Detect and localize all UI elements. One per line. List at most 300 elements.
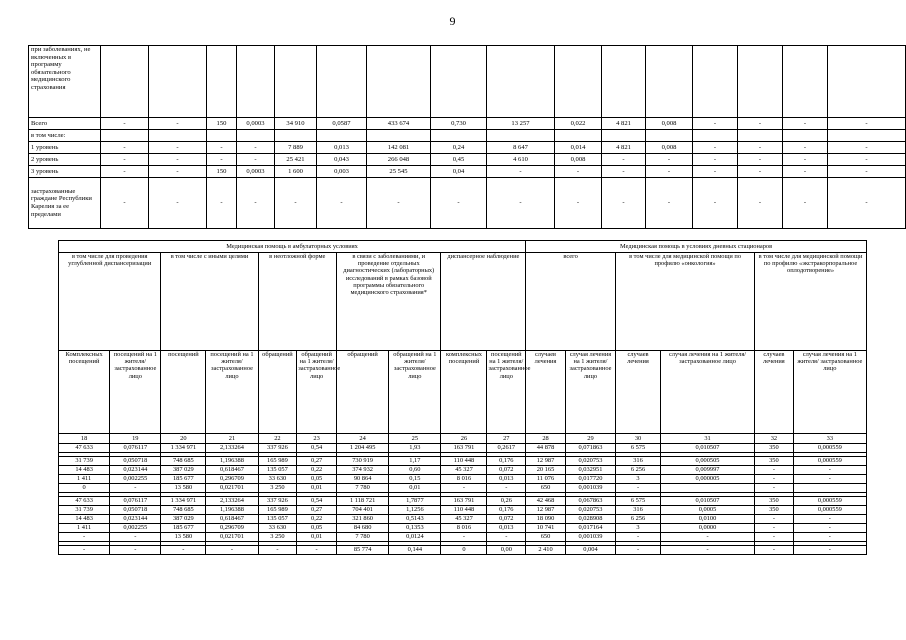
table-cell: -: [59, 533, 110, 542]
table-cell: -: [101, 118, 149, 130]
table-cell: 0,60: [389, 466, 441, 475]
table-cell: [828, 130, 906, 142]
table-cell: 13 580: [161, 533, 206, 542]
table-cell: 0,017720: [565, 475, 615, 484]
table-cell: 45 327: [441, 466, 487, 475]
table-cell: 0,22: [297, 466, 337, 475]
table-cell: 0: [441, 546, 487, 555]
table-cell: 350: [755, 506, 794, 515]
table-cell: [207, 130, 237, 142]
table-cell: 0,01: [389, 484, 441, 493]
table-cell: -: [693, 154, 738, 166]
table-cell: -: [828, 178, 906, 229]
table-cell: 0,020753: [565, 457, 615, 466]
table-cell: 0,176: [487, 506, 526, 515]
table-cell: [317, 130, 367, 142]
table-cell: 6 256: [616, 515, 661, 524]
table-cell: 350: [755, 444, 794, 453]
table-cell: 0,27: [297, 457, 337, 466]
subgroup-header-urgent-form: в неотложной форме: [258, 253, 336, 351]
table-cell: 14 483: [59, 515, 110, 524]
upper-table-row: [29, 118, 906, 130]
table-cell: [793, 484, 866, 493]
table-cell: -: [755, 484, 794, 493]
upper-table-row: [29, 142, 906, 154]
table-cell: 0,0000: [660, 524, 754, 533]
table-cell: 4 610: [487, 154, 555, 166]
table-cell: 34 910: [275, 118, 317, 130]
column-header: обращений на 1 жителя/ застрахованное лицо: [297, 351, 337, 434]
column-number: 20: [161, 434, 206, 444]
table-cell: -: [755, 466, 794, 475]
table-cell: -: [693, 118, 738, 130]
table-cell: 0,004: [565, 546, 615, 555]
column-number: 27: [487, 434, 526, 444]
table-row: [59, 444, 867, 453]
column-number: 21: [206, 434, 258, 444]
table-cell: 0,04: [431, 166, 487, 178]
table-cell: [555, 46, 602, 118]
table-cell: 0,000559: [793, 444, 866, 453]
table-cell: [237, 46, 275, 118]
table-cell: 0,0005: [660, 506, 754, 515]
table-cell: 0,050718: [110, 506, 161, 515]
column-number-row: [59, 434, 867, 444]
column-header: обращений: [258, 351, 297, 434]
table-cell: 0,014: [555, 142, 602, 154]
column-number: 28: [526, 434, 566, 444]
table-cell: 0,023144: [110, 466, 161, 475]
table-cell: -: [110, 546, 161, 555]
row-label: в том числе:: [29, 130, 101, 142]
table-cell: 0,296709: [206, 475, 258, 484]
table-row: [59, 515, 867, 524]
table-cell: 1 204 495: [336, 444, 388, 453]
table-cell: 650: [526, 484, 566, 493]
table-cell: 0,730: [431, 118, 487, 130]
table-cell: -: [646, 178, 693, 229]
table-row: [59, 506, 867, 515]
row-label: застрахованные граждане Республики Карелия за ее пределами: [29, 178, 101, 229]
subgroup-header-oncology: в том числе для медицинской помощи по профилю «онкология»: [616, 253, 755, 351]
table-cell: 350: [755, 497, 794, 506]
table-cell: -: [258, 546, 297, 555]
table-cell: 3: [616, 475, 661, 484]
table-cell: 0,618467: [206, 466, 258, 475]
subgroup-header-diseases-diagnostics: в связи с заболеваниями, и проведение отдельных диагностических (лабораторных) исследований в рамках базовой программы обязательного медицинского страхования*: [336, 253, 441, 351]
table-cell: 316: [616, 457, 661, 466]
table-cell: -: [755, 524, 794, 533]
table-cell: 0,010507: [660, 497, 754, 506]
column-header: случаев лечения: [616, 351, 661, 434]
table-cell: 1 334 971: [161, 444, 206, 453]
table-row: [59, 524, 867, 533]
table-cell: 25 545: [367, 166, 431, 178]
table-cell: 321 860: [336, 515, 388, 524]
table-cell: 0,296709: [206, 524, 258, 533]
table-cell: 12 987: [526, 506, 566, 515]
table-cell: -: [206, 546, 258, 555]
table-cell: [783, 130, 828, 142]
table-cell: -: [275, 178, 317, 229]
table-cell: -: [793, 533, 866, 542]
table-cell: 0,176: [487, 457, 526, 466]
table-cell: 387 029: [161, 466, 206, 475]
column-number: 19: [110, 434, 161, 444]
table-cell: -: [487, 484, 526, 493]
column-number: 31: [660, 434, 754, 444]
subgroup-header-dispensary: диспансерное наблюдение: [441, 253, 526, 351]
row-label: 3 уровень: [29, 166, 101, 178]
column-header: обращений на 1 жителя/ застрахованное лицо: [389, 351, 441, 434]
table-row: [59, 466, 867, 475]
table-cell: -: [101, 178, 149, 229]
table-cell: -: [793, 524, 866, 533]
table-cell: 20 165: [526, 466, 566, 475]
table-cell: -: [59, 546, 110, 555]
table-cell: 6 575: [616, 497, 661, 506]
table-cell: [738, 130, 783, 142]
table-cell: 150: [207, 166, 237, 178]
group-header-ambulatory: Медицинская помощь в амбулаторных условиях: [59, 241, 526, 253]
table-cell: -: [783, 166, 828, 178]
table-cell: -: [828, 118, 906, 130]
table-cell: -: [693, 166, 738, 178]
table-cell: 10 741: [526, 524, 566, 533]
table-cell: 704 401: [336, 506, 388, 515]
column-number: 29: [565, 434, 615, 444]
table-cell: 0,01: [297, 533, 337, 542]
table-cell: 350: [755, 457, 794, 466]
table-cell: 165 989: [258, 457, 297, 466]
column-header: комплексных посещений: [441, 351, 487, 434]
table-cell: [317, 46, 367, 118]
table-cell: 7 780: [336, 484, 388, 493]
table-cell: [237, 130, 275, 142]
table-cell: [828, 46, 906, 118]
table-cell: 0,067863: [565, 497, 615, 506]
table-cell: -: [755, 475, 794, 484]
upper-table-row: [29, 154, 906, 166]
table-cell: [367, 46, 431, 118]
table-cell: -: [149, 118, 207, 130]
table-cell: -: [828, 154, 906, 166]
table-cell: -: [616, 533, 661, 542]
table-cell: 0,27: [297, 506, 337, 515]
table-cell: [367, 130, 431, 142]
table-cell: -: [149, 154, 207, 166]
table-cell: 0,023144: [110, 515, 161, 524]
table-cell: 748 685: [161, 506, 206, 515]
table-cell: 0,000559: [793, 506, 866, 515]
table-cell: -: [646, 154, 693, 166]
table-cell: [693, 130, 738, 142]
table-cell: 47 633: [59, 497, 110, 506]
table-cell: 1,1256: [389, 506, 441, 515]
table-cell: 8 016: [441, 524, 487, 533]
table-cell: 0,001039: [565, 484, 615, 493]
table-cell: -: [207, 178, 237, 229]
table-cell: -: [828, 142, 906, 154]
table-cell: 4 821: [602, 118, 646, 130]
table-cell: 47 633: [59, 444, 110, 453]
table-cell: 0,54: [297, 444, 337, 453]
table-cell: -: [110, 533, 161, 542]
lower-table: [58, 240, 867, 555]
table-cell: 1 411: [59, 475, 110, 484]
table-cell: 0,0587: [317, 118, 367, 130]
column-header: посещений: [161, 351, 206, 434]
subgroup-header-deep-screening: в том числе для проведения углубленной диспансеризации: [59, 253, 161, 351]
row-label: 1 уровень: [29, 142, 101, 154]
table-cell: 0,45: [431, 154, 487, 166]
table-row: [59, 475, 867, 484]
table-cell: [101, 46, 149, 118]
column-number: 32: [755, 434, 794, 444]
table-row: [59, 484, 867, 493]
table-cell: 31 739: [59, 506, 110, 515]
table-cell: -: [149, 166, 207, 178]
table-cell: 3 250: [258, 484, 297, 493]
table-cell: 1 411: [59, 524, 110, 533]
table-cell: -: [237, 142, 275, 154]
column-header: случая лечения на 1 жителя/ застрахованное лицо: [660, 351, 754, 434]
table-cell: -: [616, 484, 661, 493]
table-cell: [101, 130, 149, 142]
table-cell: 4 821: [602, 142, 646, 154]
table-cell: 0,144: [389, 546, 441, 555]
table-cell: -: [793, 466, 866, 475]
table-cell: 0,022: [555, 118, 602, 130]
table-cell: 387 029: [161, 515, 206, 524]
table-cell: 730 919: [336, 457, 388, 466]
table-cell: [149, 130, 207, 142]
table-cell: 85 774: [336, 546, 388, 555]
column-header: Комплексных посещений: [59, 351, 110, 434]
table-cell: [646, 46, 693, 118]
upper-table: [28, 45, 906, 229]
table-cell: 0,008: [646, 142, 693, 154]
table-cell: -: [693, 178, 738, 229]
table-cell: 0,013: [487, 475, 526, 484]
table-cell: 0,043: [317, 154, 367, 166]
table-cell: 0,021701: [206, 533, 258, 542]
table-cell: 1,196388: [206, 506, 258, 515]
table-cell: 185 677: [161, 524, 206, 533]
table-cell: 0,050718: [110, 457, 161, 466]
page-number: 9: [449, 14, 456, 28]
table-cell: [431, 46, 487, 118]
column-number: 22: [258, 434, 297, 444]
table-cell: -: [616, 546, 661, 555]
table-cell: 0,021701: [206, 484, 258, 493]
table-cell: 2,133264: [206, 497, 258, 506]
table-row: [59, 497, 867, 506]
column-header: случая лечения на 1 жителя/ застрахованное лицо: [565, 351, 615, 434]
upper-table-body: [29, 46, 906, 229]
column-number: 18: [59, 434, 110, 444]
table-cell: 0,008: [646, 118, 693, 130]
column-header: случаев лечения: [755, 351, 794, 434]
table-cell: 0,618467: [206, 515, 258, 524]
table-cell: 0,54: [297, 497, 337, 506]
table-cell: 42 468: [526, 497, 566, 506]
column-header: случаев лечения: [526, 351, 566, 434]
table-cell: -: [755, 515, 794, 524]
table-cell: 0,000559: [793, 457, 866, 466]
table-cell: 7 780: [336, 533, 388, 542]
column-number: 33: [793, 434, 866, 444]
table-cell: -: [555, 166, 602, 178]
table-cell: 3: [616, 524, 661, 533]
table-cell: -: [431, 178, 487, 229]
table-cell: 748 685: [161, 457, 206, 466]
column-header: посещений на 1 жителя/ застрахованное лицо: [110, 351, 161, 434]
table-cell: 8 016: [441, 475, 487, 484]
table-cell: [602, 130, 646, 142]
table-cell: -: [487, 533, 526, 542]
table-cell: 13 257: [487, 118, 555, 130]
table-cell: 2 410: [526, 546, 566, 555]
table-cell: 0,0003: [237, 166, 275, 178]
subgroup-header-ivf: в том числе для медицинской помощи по профилю «экстракорпоральное оплодотворение»: [755, 253, 867, 351]
column-number: 25: [389, 434, 441, 444]
table-cell: [149, 46, 207, 118]
table-cell: 1 334 971: [161, 497, 206, 506]
table-cell: 163 791: [441, 444, 487, 453]
table-cell: 31 739: [59, 457, 110, 466]
table-cell: 0,05: [297, 475, 337, 484]
table-cell: -: [237, 154, 275, 166]
table-cell: -: [237, 178, 275, 229]
table-cell: 0,1353: [389, 524, 441, 533]
table-cell: 45 327: [441, 515, 487, 524]
table-cell: 0,000559: [793, 497, 866, 506]
upper-table-row: [29, 130, 906, 142]
table-cell: 650: [526, 533, 566, 542]
table-cell: -: [793, 475, 866, 484]
table-cell: [207, 46, 237, 118]
table-cell: 12 987: [526, 457, 566, 466]
table-cell: 0,000505: [660, 457, 754, 466]
table-cell: 110 448: [441, 457, 487, 466]
table-cell: 0: [59, 484, 110, 493]
table-cell: -: [602, 154, 646, 166]
table-cell: -: [297, 546, 337, 555]
table-row: [59, 457, 867, 466]
table-cell: 1 600: [275, 166, 317, 178]
table-cell: 33 630: [258, 475, 297, 484]
table-cell: 0,076117: [110, 497, 161, 506]
table-cell: [431, 130, 487, 142]
row-label: 2 уровень: [29, 154, 101, 166]
table-cell: 33 630: [258, 524, 297, 533]
table-cell: 0,0124: [389, 533, 441, 542]
table-cell: 0,072: [487, 515, 526, 524]
table-cell: -: [602, 166, 646, 178]
table-cell: 0,001039: [565, 533, 615, 542]
table-cell: -: [101, 142, 149, 154]
table-cell: 3 250: [258, 533, 297, 542]
table-cell: 0,01: [297, 484, 337, 493]
table-cell: 0,009997: [660, 466, 754, 475]
upper-table-row: [29, 46, 906, 118]
table-cell: 0,013: [487, 524, 526, 533]
table-cell: -: [207, 154, 237, 166]
table-cell: -: [101, 154, 149, 166]
table-cell: 266 048: [367, 154, 431, 166]
table-cell: 0,0003: [237, 118, 275, 130]
column-number: 23: [297, 434, 337, 444]
table-cell: 1,7877: [389, 497, 441, 506]
table-cell: [646, 130, 693, 142]
table-cell: 0,002255: [110, 475, 161, 484]
table-cell: -: [783, 118, 828, 130]
table-cell: -: [693, 142, 738, 154]
table-cell: 0,24: [431, 142, 487, 154]
table-cell: 135 057: [258, 466, 297, 475]
table-cell: 0,076117: [110, 444, 161, 453]
row-label: при заболеваниях, не включенных в программу обязательного медицинского страхования: [29, 46, 101, 118]
group-header-day-hospital: Медицинская помощь в условиях дневных стационаров: [526, 241, 867, 253]
column-header: случая лечения на 1 жителя/ застрахованное лицо: [793, 351, 866, 434]
table-cell: 0,5143: [389, 515, 441, 524]
table-cell: 433 674: [367, 118, 431, 130]
table-cell: -: [367, 178, 431, 229]
table-cell: 185 677: [161, 475, 206, 484]
table-cell: -: [602, 178, 646, 229]
table-cell: -: [110, 484, 161, 493]
table-cell: 337 926: [258, 497, 297, 506]
table-cell: -: [738, 166, 783, 178]
table-cell: 7 889: [275, 142, 317, 154]
table-cell: 0,071863: [565, 444, 615, 453]
table-cell: 0,028908: [565, 515, 615, 524]
row-label: Всего: [29, 118, 101, 130]
table-cell: -: [660, 533, 754, 542]
subgroup-header-total: всего: [526, 253, 616, 351]
table-cell: 374 932: [336, 466, 388, 475]
table-cell: 0,26: [487, 497, 526, 506]
table-cell: 0,002255: [110, 524, 161, 533]
table-cell: 2,133264: [206, 444, 258, 453]
table-cell: 1,196388: [206, 457, 258, 466]
table-cell: 0,072: [487, 466, 526, 475]
table-cell: 0,22: [297, 515, 337, 524]
column-header: посещений на 1 жителя/ застрахованное лицо: [206, 351, 258, 434]
column-number: 26: [441, 434, 487, 444]
table-cell: 0,008: [555, 154, 602, 166]
table-cell: -: [783, 178, 828, 229]
table-cell: [275, 46, 317, 118]
table-cell: 11 076: [526, 475, 566, 484]
column-header: обращений: [336, 351, 388, 434]
column-header: посещений на 1 жителя/ застрахованное лицо: [487, 351, 526, 434]
table-cell: [660, 484, 754, 493]
table-cell: -: [755, 533, 794, 542]
table-cell: -: [783, 142, 828, 154]
table-cell: 1,17: [389, 457, 441, 466]
table-cell: -: [441, 484, 487, 493]
table-cell: 0,020753: [565, 506, 615, 515]
column-number: 24: [336, 434, 388, 444]
subgroup-header-other-purposes: в том числе с иными целями: [161, 253, 258, 351]
table-cell: 8 647: [487, 142, 555, 154]
table-cell: 316: [616, 506, 661, 515]
upper-table-row: [29, 178, 906, 229]
table-row: [59, 546, 867, 555]
table-cell: 90 864: [336, 475, 388, 484]
